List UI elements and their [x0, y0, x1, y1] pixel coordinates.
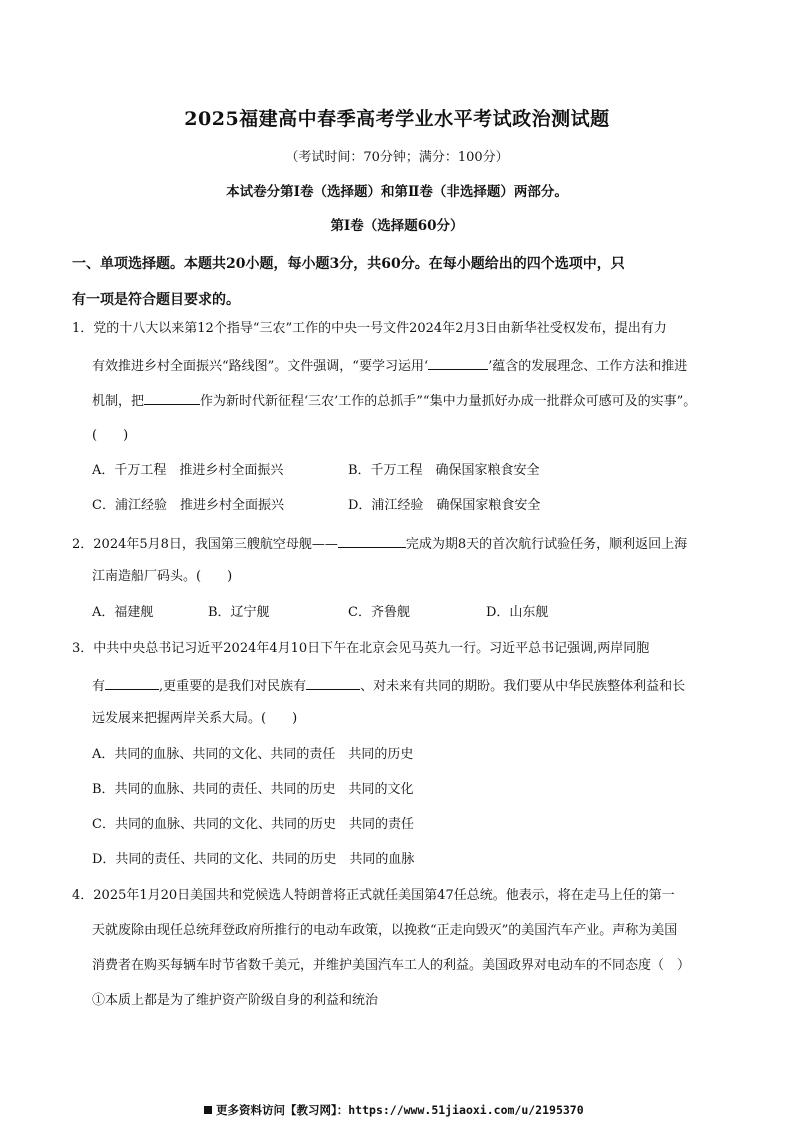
- question-text-part: 2．2024年5月8日，我国第三艘航空母舰——: [72, 537, 338, 552]
- question-text: 消费者在购买每辆车时节省数千美元，并维护美国汽车工人的利益。美国政界对电动车的不同态度（ ）: [92, 958, 691, 973]
- option-d: D．共同的责任、共同的文化、共同的历史 共同的血脉: [92, 852, 415, 867]
- option-a: A．千万工程 推进乡村全面振兴: [92, 463, 284, 478]
- option-d: D．山东舰: [486, 605, 549, 620]
- option-b: B．千万工程 确保国家粮食安全: [348, 463, 540, 478]
- question-text-part: 完成为期8天的首次航行试验任务，顺利返回上海: [405, 537, 688, 552]
- option-a: A．共同的血脉、共同的文化、共同的责任 共同的历史: [92, 747, 414, 762]
- answer-blank: [428, 355, 488, 370]
- question-text: 4．2025年1月20日美国共和党候选人特朗普将正式就任美国第47任总统。他表示，将在走马上任的第一: [72, 888, 675, 903]
- question-text-part: ’蕴含的发展理念、工作方法和推进: [488, 359, 688, 374]
- question-text-part: 、对未来有共同的期盼。我们要从中华民族整体利益和长: [360, 679, 686, 694]
- question-text-part: 有: [92, 679, 106, 694]
- question-text: 3．中共中央总书记习近平2024年4月10日下午在北京会见马英九一行。习近平总书记强调,两岸同胞: [72, 641, 650, 656]
- option-d: D．浦江经验 确保国家粮食安全: [348, 498, 541, 513]
- question-text: [72, 533, 687, 554]
- answer-parentheses: ( ): [92, 428, 129, 443]
- page-title: 2025福建高中春季高考学业水平考试政治测试题: [184, 108, 610, 130]
- section-heading: 第Ⅰ卷（选择题60分）: [330, 218, 464, 234]
- option-c: C．浦江经验 推进乡村全面振兴: [92, 498, 284, 513]
- instructions-line: 一、单项选择题。本题共20小题，每小题3分，共60分。在每小题给出的四个选项中，只: [72, 256, 625, 272]
- instructions-line: 有一项是符合题目要求的。: [72, 292, 240, 308]
- option-b: B．共同的血脉、共同的责任、共同的历史 共同的文化: [92, 782, 414, 797]
- page-footer: [204, 1102, 584, 1118]
- answer-blank: [105, 675, 159, 690]
- option-a: A．福建舰: [92, 605, 154, 620]
- question-text: 天就废除由现任总统拜登政府所推行的电动车政策，以挽救“正走向毁灭”的美国汽车产业。声称为美国: [92, 923, 678, 938]
- option-c: C．齐鲁舰: [348, 605, 410, 620]
- question-text: 1．党的十八大以来第12个指导“三农”工作的中央一号文件2024年2月3日由新华社受权发布，提出有力: [72, 321, 667, 336]
- question-text-part: 有效推进乡村全面振兴“路线图”。文件强调，“要学习运用‘: [92, 359, 429, 374]
- answer-blank: [338, 533, 406, 548]
- question-text: 江南造船厂码头。( ): [92, 569, 233, 584]
- paper-structure-notice: 本试卷分第Ⅰ卷（选择题）和第Ⅱ卷（非选择题）两部分。: [226, 184, 568, 200]
- answer-blank: [144, 390, 200, 405]
- option-b: B．辽宁舰: [208, 605, 270, 620]
- question-text: [92, 355, 687, 376]
- question-text: 远发展来把握两岸关系大局。( ): [92, 711, 298, 726]
- question-text: [92, 390, 696, 411]
- exam-info: （考试时间：70分钟；满分：100分）: [285, 150, 509, 165]
- footer-link[interactable]: 更多资料访问【教习网】：https://www.51jiaoxi.com/u/2195370: [216, 1103, 584, 1117]
- question-text-part: ,更重要的是我们对民族有: [159, 679, 307, 694]
- section-instructions: [72, 246, 732, 318]
- option-c: C．共同的血脉、共同的文化、共同的历史 共同的责任: [92, 817, 414, 832]
- question-text-part: 作为新时代新征程‘三农’工作的总抓手”“集中力量抓好办成一批群众可感可及的实事”。: [200, 394, 697, 409]
- answer-blank: [306, 675, 360, 690]
- flag-icon: [204, 1106, 212, 1114]
- question-text-part: 机制，把: [92, 394, 145, 409]
- question-text: [92, 675, 685, 696]
- statement-1: ①本质上都是为了维护资产阶级自身的利益和统治: [92, 993, 379, 1008]
